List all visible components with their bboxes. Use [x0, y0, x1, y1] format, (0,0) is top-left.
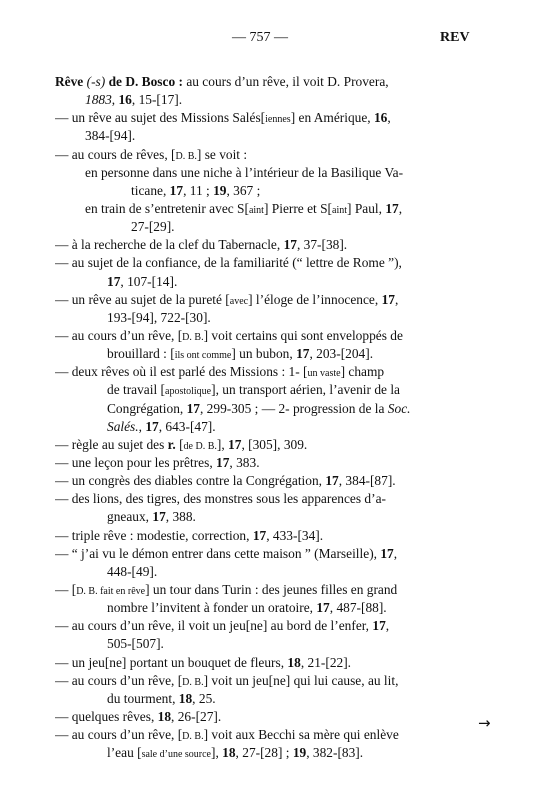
index-line: — quelques rêves, 18, 26-[27].: [55, 708, 222, 724]
entry-headword: Rêve: [55, 74, 84, 89]
entry-headword-suffix: (-s): [86, 74, 106, 89]
entry-head-line: [55, 73, 475, 91]
index-line: — au cours d’un rêve, [D. B.] voit aux Becchi sa mère qui enlève: [55, 727, 399, 743]
index-line: — au cours d’un rêve, [D. B.] voit un jeu[ne] qui lui cause, au lit,: [55, 672, 399, 688]
index-line: — règle au sujet des r. [de D. B.], 17, [305], 309.: [55, 436, 308, 452]
index-line: brouillard : [ils ont comme] un bubon, 17, 203-[204].: [107, 346, 374, 362]
index-line: [55, 418, 475, 436]
index-line: nombre l’invitent à fonder un oratoire, 17, 487-[88].: [107, 600, 387, 616]
line-text: Congrégation, 17, 299-305 ; — 2- progression de la: [107, 400, 388, 416]
index-line: — au sujet de la confiance, de la familiarité (“ lettre de Rome ”),: [55, 255, 402, 271]
running-head: REV: [440, 30, 470, 45]
index-line: — des lions, des tigres, des monstres sous les apparences d’a-: [55, 491, 386, 507]
index-line: 17, 107-[14].: [107, 273, 178, 289]
index-line: ticane, 17, 11 ; 19, 367 ;: [131, 182, 261, 198]
index-line: — deux rêves où il est parlé des Missions : 1- [un vaste] champ: [55, 364, 385, 380]
page-header: [0, 30, 546, 52]
index-line: — triple rêve : modestie, correction, 17, 433-[34].: [55, 527, 324, 543]
entry-first-text: au cours d’un rêve, il voit D. Provera,: [182, 74, 389, 89]
right-arrow-icon: →: [478, 714, 491, 732]
index-line: — au cours d’un rêve, il voit un jeu[ne] au bord de l’enfer, 17,: [55, 618, 390, 634]
entry-year: 1883: [85, 92, 112, 108]
index-line: — “ j’ai vu le démon entrer dans cette maison ” (Marseille), 17,: [55, 545, 398, 561]
index-line: — au cours d’un rêve, [D. B.] voit certains qui sont enveloppés de: [55, 327, 403, 343]
index-line: — [D. B. fait en rêve] un tour dans Turin : des jeunes filles en grand: [55, 581, 398, 597]
line-italic: Salés.: [107, 418, 139, 434]
index-column: [55, 73, 475, 762]
index-line: — un rêve au sujet de la pureté [avec] l’éloge de l’innocence, 17,: [55, 291, 399, 307]
index-line: 193-[94], 722-[30].: [107, 309, 211, 325]
index-line: l’eau [sale d’une source], 18, 27-[28] ; 19, 382-[83].: [107, 745, 364, 761]
index-line: — un jeu[ne] portant un bouquet de fleurs, 18, 21-[22].: [55, 654, 352, 670]
index-line: [55, 400, 475, 418]
index-line: 505-[507].: [107, 636, 164, 652]
index-line: gneaux, 17, 388.: [107, 509, 196, 525]
index-line: 27-[29].: [131, 219, 175, 235]
index-line: — une leçon pour les prêtres, 17, 383.: [55, 454, 260, 470]
page-number: — 757 —: [232, 30, 288, 45]
entry-continuation-line: [55, 91, 475, 109]
index-line: du tourment, 18, 25.: [107, 690, 216, 706]
line-text: , 17, 643-[47].: [138, 418, 216, 434]
index-line: en personne dans une niche à l’intérieur de la Basilique Va-: [85, 164, 404, 180]
index-line: — à la recherche de la clef du Tabernacle, 17, 37-[38].: [55, 237, 348, 253]
index-line: en train de s’entretenir avec S[aint] Pierre et S[aint] Paul, 17,: [85, 200, 403, 216]
entry-headword-rest: de D. Bosco :: [108, 74, 183, 89]
index-line: — un congrès des diables contre la Congrégation, 17, 384-[87].: [55, 473, 396, 489]
line-italic: Soc.: [387, 400, 411, 416]
index-line: 448-[49].: [107, 563, 158, 579]
index-line: de travail [apostolique], un transport aérien, l’avenir de la: [107, 382, 400, 398]
index-line: — un rêve au sujet des Missions Salés[iennes] en Amérique, 16,: [55, 110, 391, 126]
index-line: — au cours de rêves, [D. B.] se voit :: [55, 146, 248, 162]
index-line: 384-[94].: [85, 128, 136, 144]
entry-reference: , 16, 15-[17].: [111, 92, 183, 108]
